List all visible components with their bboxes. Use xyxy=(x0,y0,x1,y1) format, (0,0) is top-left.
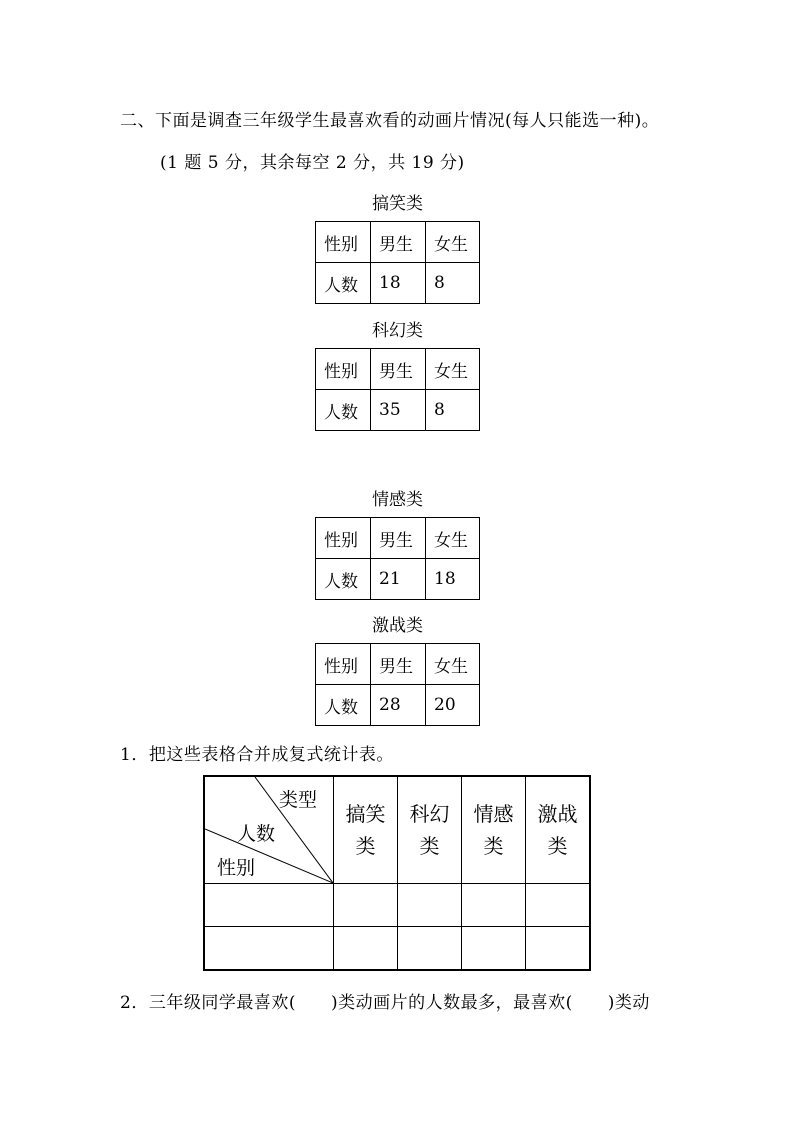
answer-cell[interactable] xyxy=(398,927,462,971)
table-cell: 人数 xyxy=(316,263,371,304)
table-row xyxy=(204,776,590,884)
table-title-scifi: 科幻类 xyxy=(372,321,423,341)
table-title-emotion: 情感类 xyxy=(372,490,423,510)
table-cell: 性别 xyxy=(316,644,371,685)
table-cell: 21 xyxy=(371,559,426,600)
table-cell: 35 xyxy=(371,390,426,431)
table-row xyxy=(316,222,480,263)
table-scifi xyxy=(315,348,480,431)
table-cell: 性别 xyxy=(316,518,371,559)
corner-label-gender: 性别 xyxy=(217,857,256,879)
answer-cell[interactable] xyxy=(334,927,398,971)
table-cell: 20 xyxy=(426,685,480,726)
answer-cell[interactable] xyxy=(204,927,334,971)
table-cell: 8 xyxy=(426,263,480,304)
column-header: 情感 类 xyxy=(462,776,526,884)
table-cell: 18 xyxy=(426,559,480,600)
answer-cell[interactable] xyxy=(462,927,526,971)
column-header: 科幻 类 xyxy=(398,776,462,884)
diagonal-header-cell xyxy=(204,776,334,884)
table-cell: 男生 xyxy=(371,518,426,559)
question-2: 2．三年级同学最喜欢( )类动画片的人数最多，最喜欢( )类动 xyxy=(120,993,650,1013)
table-title-battle: 激战类 xyxy=(372,616,423,636)
question-1: 1．把这些表格合并成复式统计表。 xyxy=(120,745,394,765)
answer-cell[interactable] xyxy=(462,884,526,927)
table-row xyxy=(204,884,590,927)
table-row xyxy=(316,644,480,685)
corner-label-count: 人数 xyxy=(237,823,276,845)
table-row xyxy=(204,927,590,971)
table-cell: 男生 xyxy=(371,644,426,685)
table-cell: 性别 xyxy=(316,349,371,390)
table-cell: 女生 xyxy=(426,518,480,559)
table-cell: 男生 xyxy=(371,222,426,263)
answer-cell[interactable] xyxy=(526,927,591,971)
table-row xyxy=(316,518,480,559)
table-cell: 人数 xyxy=(316,559,371,600)
corner-label-type: 类型 xyxy=(279,789,318,811)
table-row xyxy=(316,349,480,390)
table-battle xyxy=(315,643,480,726)
answer-cell[interactable] xyxy=(204,884,334,927)
table-row xyxy=(316,559,480,600)
answer-cell[interactable] xyxy=(398,884,462,927)
table-funny xyxy=(315,221,480,304)
table-cell: 人数 xyxy=(316,390,371,431)
table-row xyxy=(316,390,480,431)
table-cell: 女生 xyxy=(426,644,480,685)
table-cell: 男生 xyxy=(371,349,426,390)
answer-cell[interactable] xyxy=(334,884,398,927)
table-cell: 8 xyxy=(426,390,480,431)
table-cell: 女生 xyxy=(426,349,480,390)
column-header: 激战 类 xyxy=(526,776,591,884)
table-row xyxy=(316,685,480,726)
column-header: 搞笑 类 xyxy=(334,776,398,884)
section-heading: 二、下面是调查三年级学生最喜欢看的动画片情况(每人只能选一种)。 xyxy=(120,111,660,131)
scoring-note: (1 题 5 分，其余每空 2 分，共 19 分) xyxy=(160,153,465,173)
table-cell: 人数 xyxy=(316,685,371,726)
table-cell: 性别 xyxy=(316,222,371,263)
table-cell: 女生 xyxy=(426,222,480,263)
table-cell: 18 xyxy=(371,263,426,304)
table-emotion xyxy=(315,517,480,600)
table-cell: 28 xyxy=(371,685,426,726)
table-row xyxy=(316,263,480,304)
combined-table xyxy=(203,775,591,971)
table-title-funny: 搞笑类 xyxy=(372,194,423,214)
answer-cell[interactable] xyxy=(526,884,591,927)
